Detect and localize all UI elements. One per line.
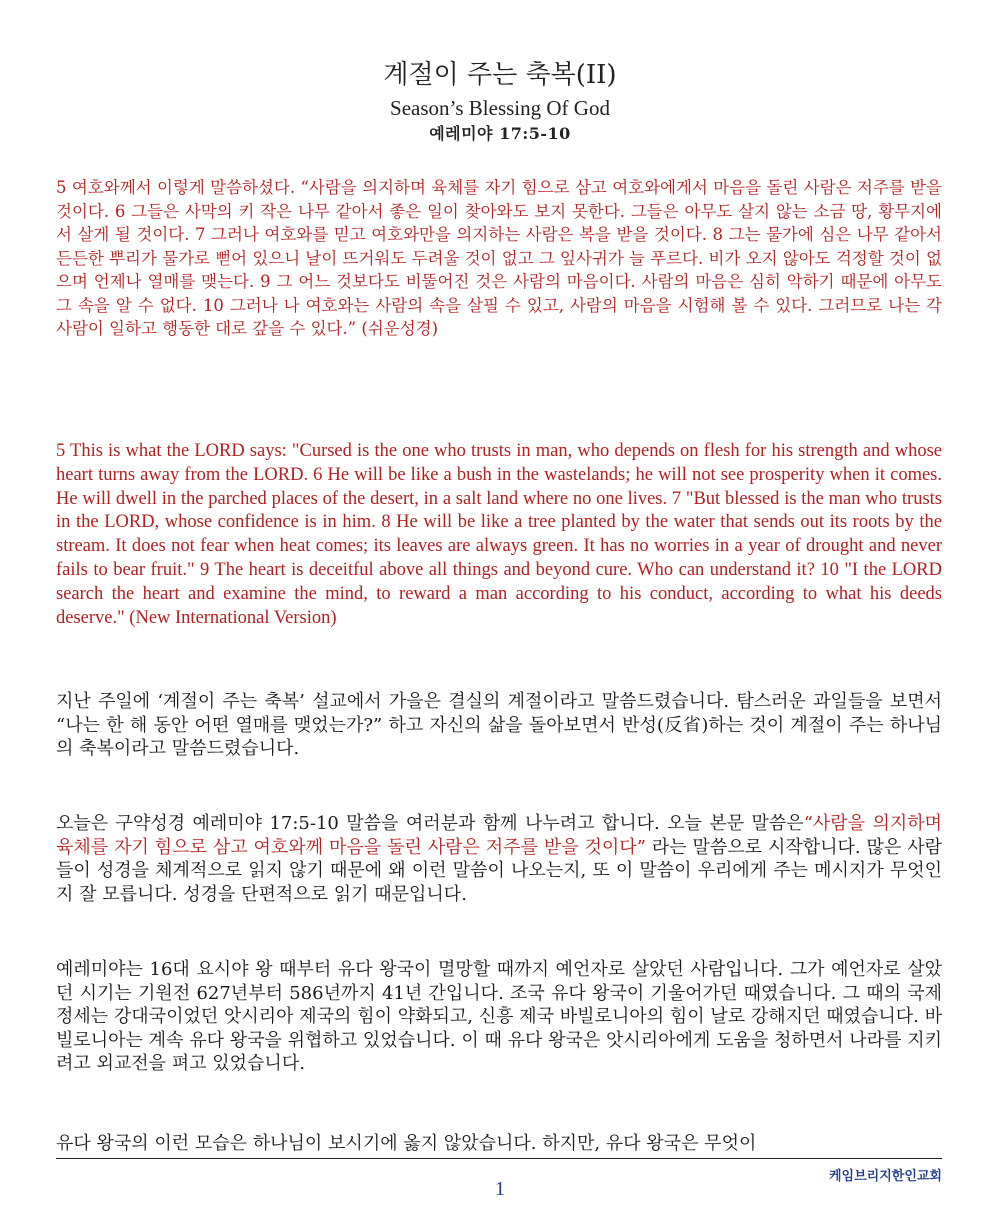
body-paragraph-3: 예레미야는 16대 요시야 왕 때부터 유다 왕국이 멸망할 때까지 예언자로 살았던 사람입니다. 그가 예언자로 살았던 시기는 기원전 627년부터 586년까지 41년 간입니다. 조국 유다 왕국이 기울어가던 때였습니다. 그 때의 국제 정세는 강대국이었던 앗시리아 제국의 힘이 약화되고, 신흥 제국 바빌로니아의 힘이 날로 강해지던 때였습니다. 바빌로니아는 계속 유다 왕국을 위협하고 있었습니다. 이 때 유다 왕국은 앗시리아에게 도움을 청하면서 나라를 지키려고 외교전을 펴고 있었습니다.: [56, 959, 942, 1075]
paragraph-text: 라는 말씀으로 시작합니다. 많은 사람들이 성경을 체계적으로 읽지 않기 때문에 왜 이런 말씀이 나오는지, 또 이 말씀이 우리에게 주는 메시지가 무엇인지 잘 모릅니다. 성경을 단편적으로 읽기 때문입니다.: [56, 836, 942, 905]
page-number: 1: [495, 1178, 505, 1200]
body-paragraph-4: 유다 왕국의 이런 모습은 하나님이 보시기에 옳지 않았습니다. 하지만, 유다 왕국은 무엇이: [56, 1132, 942, 1159]
scripture-reference: 예레미야 17:5-10: [429, 124, 571, 143]
header: [0, 58, 1000, 146]
korean-scripture-passage: 5 여호와께서 이렇게 말씀하셨다. “사람을 의지하며 육체를 자기 힘으로 삼고 여호와에게서 마음을 돌린 사람은 저주를 받을 것이다. 6 그들은 사막의 키 작은 나무 같아서 좋은 일이 찾아와도 보지 못한다. 그들은 아무도 살지 않는 소금 땅, 황무지에서 살게 될 것이다. 7 그러나 여호와를 믿고 여호와만을 의지하는 사람은 복을 받을 것이다. 8 그는 물가에 심은 나무 같아서 든든한 뿌리가 물가로 뻗어 있으니 날이 뜨거워도 두려울 것이 없고 그 잎사귀가 늘 푸르다. 비가 오지 않아도 걱정할 것이 없으며 언제나 열매를 맺는다. 9 그 어느 것보다도 비뚤어진 것은 사람의 마음이다. 사람의 마음은 심히 악하기 때문에 아무도 그 속을 알 수 없다. 10 그러나 나 여호와는 사람의 속을 살필 수 있고, 사람의 마음을 시험해 볼 수 있다. 그러므로 나는 각 사람이 일하고 행동한 대로 갚을 수 있다.” (쉬운성경): [56, 178, 942, 338]
english-scripture-passage: 5 This is what the LORD says: "Cursed is the one who trusts in man, who depends on flesh for his strength and whose heart turns away from the LORD. 6 He will be like a bush in the wastelands; he will not see prosperity when it comes. He will dwell in the parched places of the desert, in a salt land where no one lives. 7 "But blessed is the man who trusts in the LORD, whose confidence is in him. 8 He will be like a tree planted by the water that sends out its roots by the stream. It does not fear when heat comes; its leaves are always green. It has no worries in a year of drought and never fails to bear fruit." 9 The heart is deceitful above all things and beyond cure. Who can understand it? 10 "I the LORD search the heart and examine the mind, to reward a man according to his conduct, according to what his deeds deserve." (New International Version): [56, 441, 942, 628]
church-name: 케임브리지한인교회: [828, 1169, 942, 1184]
body-paragraph-2: [56, 812, 942, 906]
sermon-subtitle: Season’s Blessing Of God: [390, 96, 610, 120]
scripture-quote: “사람을 의지하며 육체를 자기 힘으로 삼고 여호와께 마음을 돌린 사람은 저주를 받을 것이다”: [56, 813, 943, 858]
sermon-title: 계절이 주는 축복(II): [383, 60, 617, 90]
paragraph-text: 오늘은 구약성경 예레미야 17:5-10 말씀을 여러분과 함께 나누려고 합니다. 오늘 본문 말씀은: [56, 813, 804, 834]
body-paragraph-1: 지난 주일에 ‘계절이 주는 축복’ 설교에서 가을은 결실의 계절이라고 말씀드렸습니다. 탐스러운 과일들을 보면서 “나는 한 해 동안 어떤 열매를 맺었는가?” 하고 자신의 삶을 돌아보면서 반성(反省)하는 것이 계절이 주는 하나님의 축복이라고 말씀드렸습니다.: [56, 691, 942, 760]
